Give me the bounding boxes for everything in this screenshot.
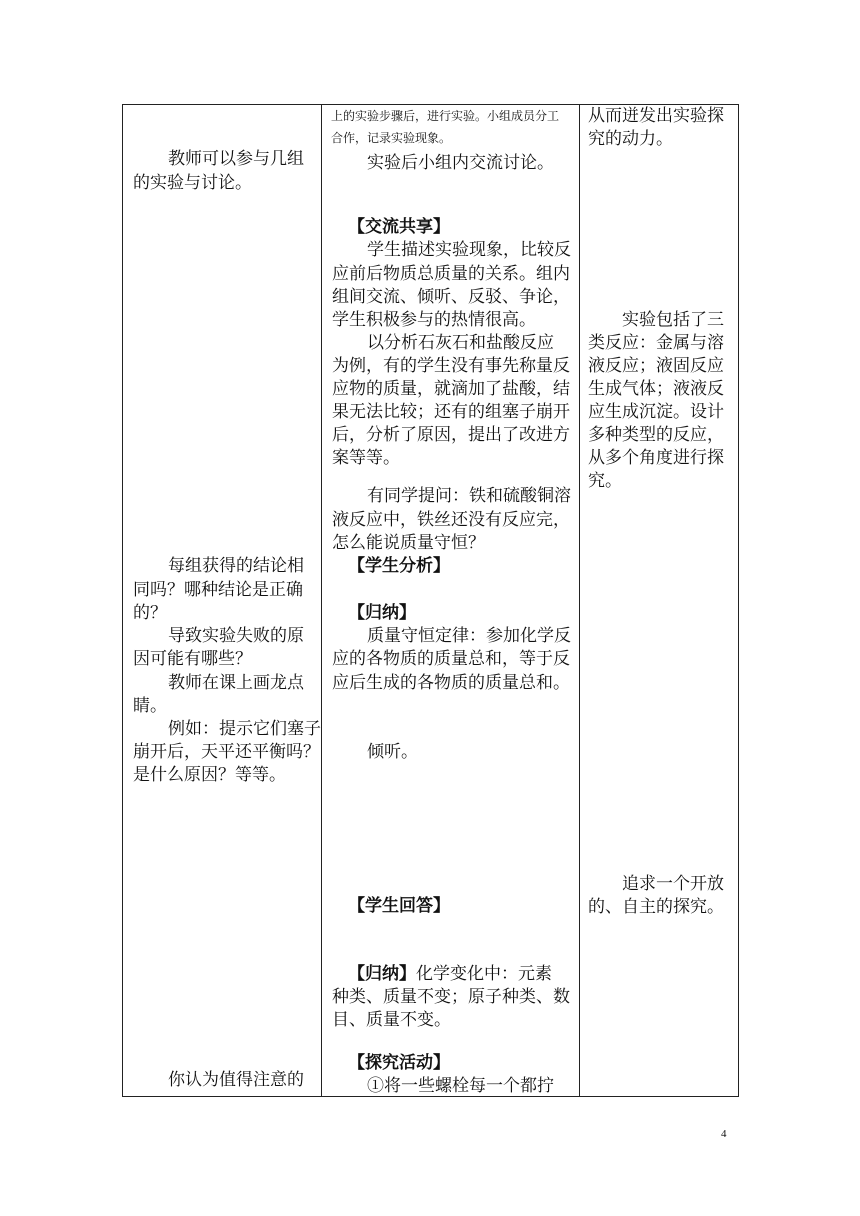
section-heading: 【归纳】 [348,603,416,623]
teacher-column [123,105,321,1096]
text-line: 的？ [133,603,167,623]
text-line: 同吗？哪种结论是正确 [133,580,303,600]
page-number: 4 [721,1128,727,1140]
text-line: 崩开后，天平还平衡吗？ [133,742,320,762]
text-line: 多种类型的反应， [588,425,724,445]
text-line: 究。 [588,471,622,491]
text-line: 从而迸发出实验探 [588,106,724,126]
text-line: 睛。 [133,696,167,716]
text-line: 为例，有的学生没有事先称量反 [332,356,570,376]
lesson-table [122,104,739,1097]
text-line: 质量守恒定律：参加化学反 [367,626,571,646]
design-intent-column [580,105,738,1096]
text-line: 案等等。 [332,448,400,468]
text-line: 应物的质量，就滴加了盐酸，结 [332,379,570,399]
text-line: 后，分析了原因，提出了改进方 [332,425,570,445]
section-heading: 【归纳】 [348,964,416,984]
text-line: 应前后物质总质量的关系。组内 [332,264,570,284]
text-line: 有同学提问：铁和硫酸铜溶 [367,486,571,506]
text-line: 教师可以参与几组 [168,149,304,169]
text-line: 的实验与讨论。 [133,173,252,193]
text-line: 组间交流、倾听、反驳、争论， [332,287,570,307]
section-heading: 【探究活动】 [348,1053,450,1073]
text-line: 应的各物质的质量总和，等于反 [332,649,570,669]
text-line: 学生描述实验现象，比较反 [367,240,571,260]
text-line: 每组获得的结论相 [168,556,304,576]
text-line: 例如：提示它们塞子 [168,719,321,739]
text-line: 你认为值得注意的 [168,1070,304,1090]
section-heading: 【学生回答】 [348,896,450,916]
text-line: 合作，记录实验现象。 [331,131,452,145]
text-line: 究的动力。 [588,129,673,149]
text-line: 以分析石灰石和盐酸反应 [367,333,554,353]
text-line: 怎么能说质量守恒？ [332,533,485,553]
text-line: 教师在课上画龙点 [168,673,304,693]
text-line: 导致实验失败的原 [168,626,304,646]
section-heading: 【交流共享】 [348,217,450,237]
text-line: 上的实验步骤后，进行实验。小组成员分工 [331,109,560,123]
text-line: 因可能有哪些？ [133,649,252,669]
text-line: 液反应；液固反应 [588,356,724,376]
text-line: 应生成沉淀。设计 [588,402,724,422]
text-line: 生成气体；液液反 [588,379,724,399]
text-line: 果无法比较；还有的组塞子崩开 [332,402,570,422]
text-line: 从多个角度进行探 [588,448,724,468]
text-line: 目、质量不变。 [332,1010,451,1030]
text-line: 学生积极参与的热情很高。 [332,310,536,330]
text-line: 实验后小组内交流讨论。 [367,153,554,173]
section-heading: 【学生分析】 [348,556,450,576]
text-line: 倾听。 [367,742,418,762]
text-line: 液反应中，铁丝还没有反应完， [332,510,570,530]
text-line: 化学变化中：元素 [416,964,552,984]
text-line [348,963,552,986]
text-line: 的、自主的探究。 [588,897,724,917]
text-line: 应后生成的各物质的质量总和。 [332,673,570,693]
text-line: 类反应：金属与溶 [588,333,724,353]
text-line: 是什么原因？等等。 [133,765,286,785]
text-line: 实验包括了三 [622,310,724,330]
student-column [322,105,578,1096]
text-line: 种类、质量不变；原子种类、数 [332,987,570,1007]
text-line: 追求一个开放 [622,874,724,894]
text-line: ①将一些螺栓每一个都拧 [367,1076,554,1096]
